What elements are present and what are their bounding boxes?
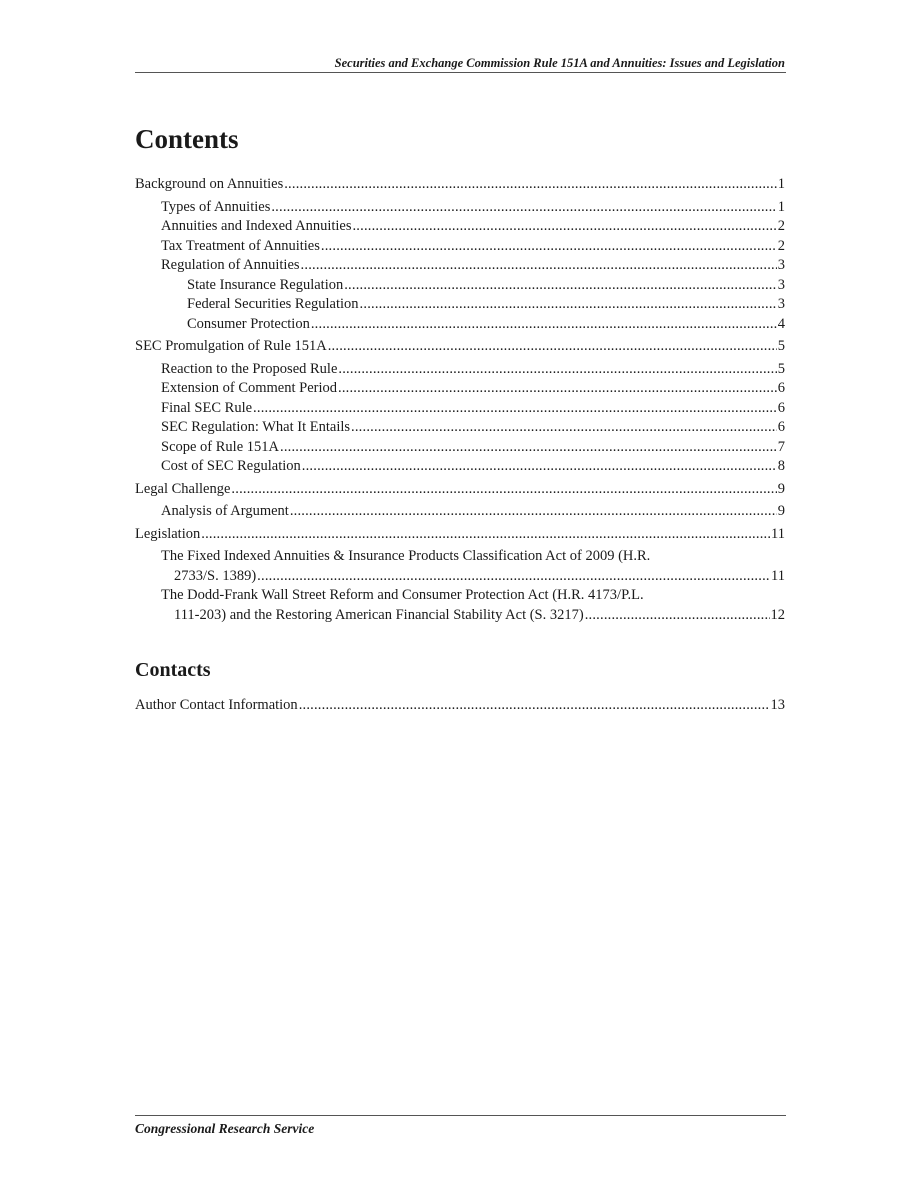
toc-entry-consumer-protection[interactable]: [135, 315, 785, 335]
toc-entry-dodd-frank-act[interactable]: [135, 586, 785, 625]
table-of-contents: [135, 175, 785, 625]
toc-entry-label: Federal Securities Regulation: [187, 296, 359, 312]
toc-entry-background-on-annuities[interactable]: [135, 175, 785, 195]
toc-entry-label: Final SEC Rule: [161, 399, 253, 416]
toc-entry-label: Consumer Protection: [187, 315, 310, 332]
toc-entry-label: Analysis of Argument: [161, 503, 289, 519]
contacts-list: [135, 696, 785, 716]
toc-entry-label: Types of Annuities: [161, 198, 271, 215]
toc-page-number: 3: [777, 257, 785, 273]
toc-page-number: 11: [771, 567, 785, 584]
toc-entry-annuities-and-indexed-annuities[interactable]: [135, 217, 785, 237]
toc-page-number: 1: [777, 176, 785, 192]
toc-entry-label: The Dodd-Frank Wall Street Reform and Consumer Protection Act (H.R. 4173/P.L.: [161, 587, 644, 603]
footer-divider: [135, 1115, 786, 1116]
toc-entry-label: SEC Promulgation of Rule 151A: [135, 338, 327, 354]
footer-text: Congressional Research Service: [135, 1121, 315, 1136]
toc-entry-label: Extension of Comment Period: [161, 380, 337, 396]
toc-page-number: 13: [770, 697, 785, 713]
toc-page-number: 5: [777, 360, 785, 377]
contents-heading: Contents: [135, 124, 239, 154]
toc-entry-label: Tax Treatment of Annuities: [161, 237, 320, 254]
toc-page-number: 2: [777, 237, 785, 254]
toc-entry-label: Author Contact Information: [135, 697, 298, 713]
toc-entry-analysis-of-argument[interactable]: [135, 502, 785, 522]
toc-page-number: 3: [777, 276, 785, 293]
contacts-heading: Contacts: [135, 659, 211, 681]
toc-entry-legal-challenge[interactable]: [135, 480, 785, 500]
running-header: Securities and Exchange Commission Rule 151A and Annuities: Issues and Legislation: [334, 56, 785, 70]
toc-entry-label: Background on Annuities: [135, 176, 284, 192]
toc-page-number: 9: [777, 503, 785, 519]
toc-entry-label: Reaction to the Proposed Rule: [161, 360, 338, 377]
toc-entry-final-sec-rule[interactable]: [135, 399, 785, 419]
toc-page-number: 4: [777, 315, 785, 332]
toc-entry-types-of-annuities[interactable]: [135, 198, 785, 218]
toc-entry-state-insurance-regulation[interactable]: [135, 276, 785, 296]
toc-entry-label: Scope of Rule 151A: [161, 438, 279, 455]
toc-entry-label: State Insurance Regulation: [187, 276, 344, 293]
toc-page-number: 12: [770, 606, 785, 623]
toc-page-number: 7: [777, 438, 785, 455]
toc-page-number: 11: [771, 525, 785, 542]
toc-entry-label: Annuities and Indexed Annuities: [161, 218, 352, 234]
toc-entry-label: Legislation: [135, 525, 201, 542]
toc-entry-extension-of-comment-period[interactable]: [135, 379, 785, 399]
toc-page-number: 6: [777, 380, 785, 396]
toc-entry-regulation-of-annuities[interactable]: [135, 256, 785, 276]
toc-entry-label: SEC Regulation: What It Entails: [161, 419, 351, 435]
toc-entry-reaction-to-proposed-rule[interactable]: [135, 360, 785, 380]
toc-page-number: 5: [777, 338, 785, 354]
toc-page-number: 3: [777, 296, 785, 312]
toc-entry-cost-of-sec-regulation[interactable]: [135, 457, 785, 477]
toc-entry-federal-securities-regulation[interactable]: [135, 295, 785, 315]
toc-page-number: 9: [777, 480, 785, 497]
toc-entry-author-contact-information[interactable]: [135, 696, 785, 716]
toc-entry-sec-promulgation[interactable]: [135, 337, 785, 357]
toc-entry-legislation[interactable]: [135, 525, 785, 545]
toc-page-number: 6: [777, 399, 785, 416]
toc-page-number: 1: [777, 198, 785, 215]
toc-page-number: 8: [777, 458, 785, 474]
toc-entry-fixed-indexed-annuities-act[interactable]: [135, 547, 785, 586]
toc-entry-label: Cost of SEC Regulation: [161, 458, 301, 474]
toc-entry-scope-of-rule-151a[interactable]: [135, 438, 785, 458]
toc-entry-tax-treatment[interactable]: [135, 237, 785, 257]
toc-entry-label: The Fixed Indexed Annuities & Insurance Products Classification Act of 2009 (H.R.: [161, 548, 651, 564]
header-divider: [135, 72, 786, 73]
toc-entry-label: Legal Challenge: [135, 480, 231, 497]
toc-entry-label: Regulation of Annuities: [161, 257, 300, 273]
toc-page-number: 2: [777, 218, 785, 234]
toc-page-number: 6: [777, 419, 785, 435]
toc-entry-label-continued: 2733/S. 1389): [174, 567, 257, 584]
toc-entry-label-continued: 111-203) and the Restoring American Financial Stability Act (S. 3217): [174, 606, 584, 623]
toc-entry-sec-regulation-what-it-entails[interactable]: [135, 418, 785, 438]
